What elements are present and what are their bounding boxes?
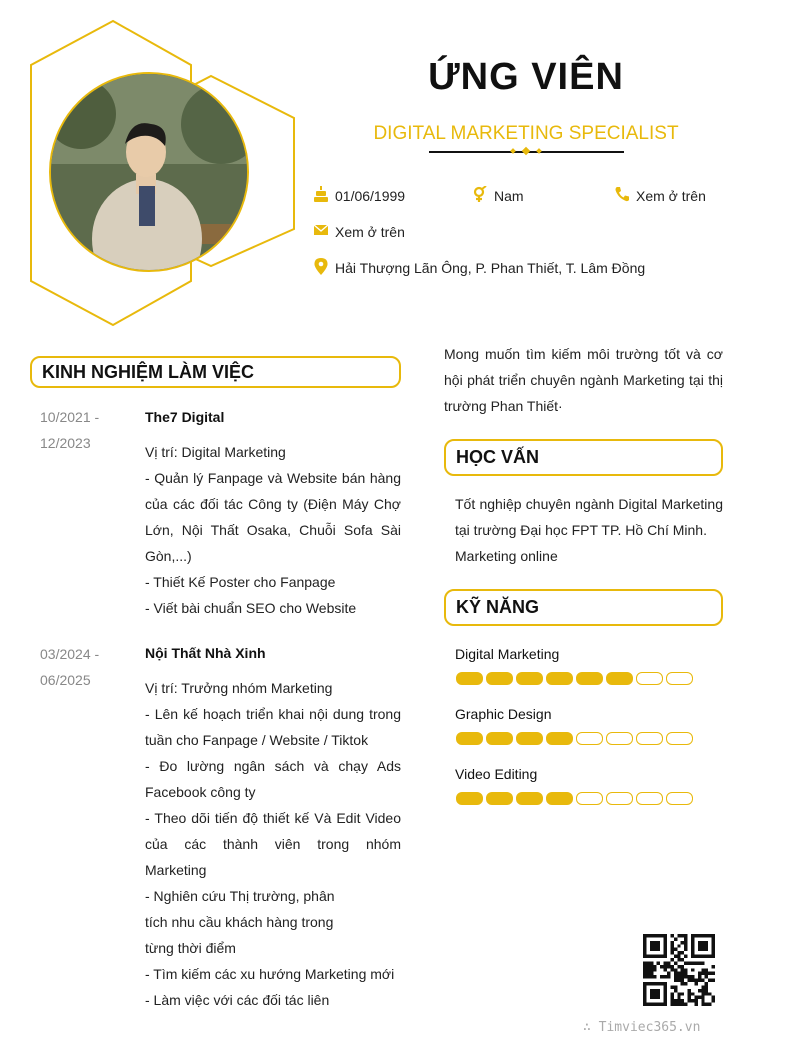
education-text — [455, 491, 723, 569]
skill-pip-empty — [636, 732, 663, 745]
skill-pip-filled — [486, 732, 513, 745]
skill-pip-filled — [516, 792, 543, 805]
job-line: - Theo dõi tiến độ thiết kế Và Edit Video của các thành viên trong nhóm Marketing — [145, 810, 401, 878]
skill-pip-filled — [546, 792, 573, 805]
company-name: Nội Thất Nhà Xinh — [145, 645, 266, 661]
skill-pip-filled — [486, 792, 513, 805]
gender-icon — [473, 186, 487, 202]
job-date-from: 10/2021 - — [40, 409, 100, 425]
skill-pip-empty — [636, 672, 663, 685]
skill-pip-empty — [606, 732, 633, 745]
job-line: - Làm việc với các đối tác liên — [145, 992, 330, 1008]
company-name: The7 Digital — [145, 409, 225, 425]
career-objective: Mong muốn tìm kiếm môi trường tốt và cơ hội phát triển chuyên ngành Marketing tại thị trường Phan Thiết· — [444, 346, 723, 414]
job-line: - Viết bài chuẩn SEO cho Website — [145, 600, 357, 616]
skills-heading — [444, 589, 723, 626]
skill-pip-filled — [456, 732, 483, 745]
job-date — [40, 641, 120, 693]
job-line: từng thời điểm — [145, 940, 236, 956]
job-date-to: 12/2023 — [40, 435, 91, 451]
divider-dot — [522, 147, 530, 155]
job-line: - Thiết Kế Poster cho Fanpage — [145, 574, 336, 590]
skill-name: Graphic Design — [455, 706, 552, 722]
skill-pip-filled — [486, 672, 513, 685]
job-line: - Lên kế hoạch triển khai nội dung trong tuần cho Fanpage / Website / Tiktok — [145, 706, 401, 748]
skill-pip-filled — [516, 672, 543, 685]
skill-pip-filled — [576, 672, 603, 685]
job-date-from: 03/2024 - — [40, 646, 100, 662]
skills-heading-label: KỸ NĂNG — [456, 597, 540, 617]
gender-text: Nam — [494, 188, 524, 204]
skill-name: Digital Marketing — [455, 646, 560, 662]
skill-pip-empty — [606, 792, 633, 805]
education-heading-label: HỌC VẤN — [456, 447, 540, 467]
skill-pip-empty — [636, 792, 663, 805]
envelope-icon — [314, 222, 328, 238]
job-line: - Tìm kiếm các xu hướng Marketing mới — [145, 966, 395, 982]
skill-pip-empty — [666, 792, 693, 805]
email-text: Xem ở trên — [335, 224, 405, 240]
skill-pip-empty — [576, 732, 603, 745]
education-line: Tốt nghiệp chuyên ngành Digital Marketing tại trường Đại học FPT TP. Hồ Chí Minh. — [455, 496, 723, 538]
skill-pip-filled — [516, 732, 543, 745]
experience-heading — [30, 356, 401, 388]
skill-pip-filled — [546, 672, 573, 685]
skill-pip-filled — [456, 792, 483, 805]
candidate-photo — [49, 72, 249, 272]
skill-name: Video Editing — [455, 766, 538, 782]
education-heading — [444, 439, 723, 476]
job-title: DIGITAL MARKETING SPECIALIST — [373, 123, 679, 144]
phone-icon — [615, 186, 629, 202]
job-line: - Nghiên cứu Thị trường, phân — [145, 888, 335, 904]
job-line: tích nhu cầu khách hàng trong — [145, 914, 334, 930]
job-date-to: 06/2025 — [40, 672, 91, 688]
experience-heading-label: KINH NGHIỆM LÀM VIỆC — [42, 362, 255, 382]
map-pin-icon — [314, 258, 328, 275]
birthday-text: 01/06/1999 — [335, 188, 406, 204]
skill-level-bar — [456, 792, 696, 805]
job-line: Vị trí: Trưởng nhóm Marketing — [145, 680, 333, 696]
skill-pip-empty — [666, 672, 693, 685]
phone-text: Xem ở trên — [636, 188, 706, 204]
skill-pip-empty — [666, 732, 693, 745]
job-line: Vị trí: Digital Marketing — [145, 444, 286, 460]
candidate-name: ỨNG VIÊN — [428, 56, 624, 98]
cake-icon — [314, 186, 328, 202]
qr-code-icon — [643, 934, 715, 1006]
skill-level-bar — [456, 732, 696, 745]
skill-pip-filled — [456, 672, 483, 685]
address-text: Hải Thượng Lãn Ông, P. Phan Thiết, T. Lâm Đồng — [335, 260, 646, 276]
job-date — [40, 404, 120, 456]
job-line: - Quản lý Fanpage và Website bán hàng của các đối tác Công ty (Điện Máy Chợ Lớn, Nội Thất Osaka, Chuỗi Sofa Sài Gòn,...) — [145, 470, 401, 564]
skill-level-bar — [456, 672, 696, 685]
job-description — [145, 439, 401, 621]
skill-pip-filled — [606, 672, 633, 685]
skill-pip-empty — [576, 792, 603, 805]
job-line: - Đo lường ngân sách và chạy Ads Facebook công ty — [145, 758, 401, 800]
education-line: Marketing online — [455, 548, 558, 564]
watermark: ∴ Timviec365.vn — [583, 1020, 701, 1035]
job-description — [145, 675, 401, 1013]
skill-pip-filled — [546, 732, 573, 745]
